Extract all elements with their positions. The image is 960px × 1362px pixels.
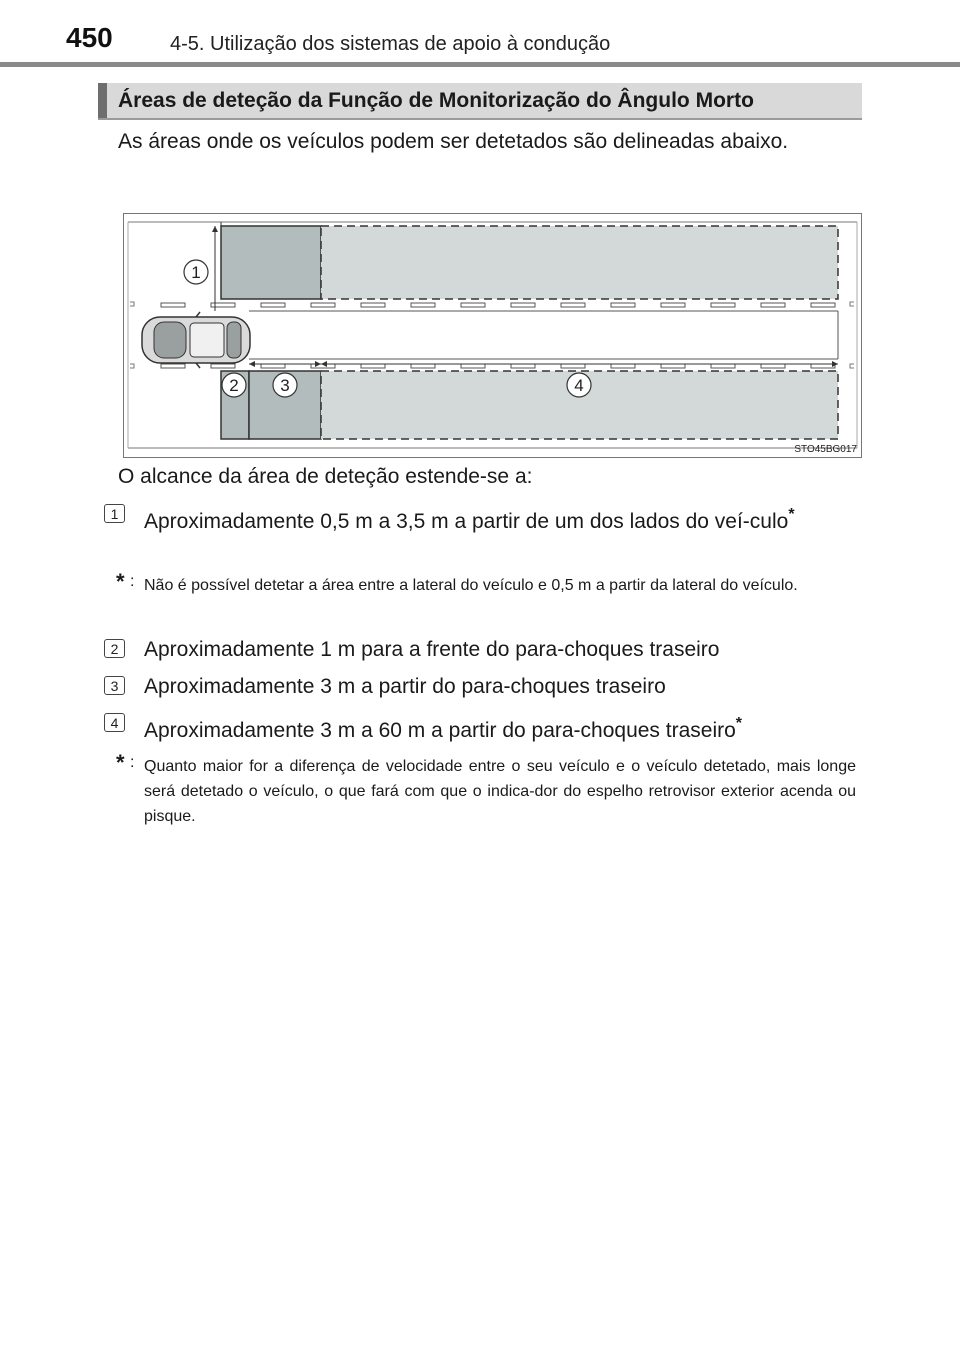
- range-intro: O alcance da área de deteção estende-se a:: [118, 465, 533, 488]
- item-number-box: 4: [104, 713, 125, 732]
- header-rule: [0, 62, 960, 67]
- item-number-box: 1: [104, 504, 125, 523]
- detection-area-diagram: [123, 213, 862, 458]
- footnote-text: Quanto maior for a diferença de velocidade entre o seu veículo e o veículo detetado, mais longe será detetado o veículo, o que fará com que o indica-dor do espelho retrovisor exterior acenda ou pisque.: [144, 758, 856, 825]
- figure-code: STO45BG017: [794, 444, 857, 455]
- item-text: Aproximadamente 3 m a partir do para-choques traseiro: [144, 675, 666, 698]
- svg-text:2: 2: [229, 376, 239, 395]
- item-text: Aproximadamente 0,5 m a 3,5 m a partir de um dos lados do veí-culo*: [144, 506, 795, 533]
- chapter-title: 4-5. Utilização dos sistemas de apoio à condução: [170, 33, 611, 55]
- footnote-star: *: [735, 715, 743, 732]
- lane-markings-upper: [161, 303, 835, 307]
- callout-3: [273, 373, 297, 397]
- item-number-box: 3: [104, 676, 125, 695]
- svg-text:1: 1: [191, 263, 201, 282]
- callout-2: [222, 373, 246, 397]
- item-text: Aproximadamente 3 m a 60 m a partir do para-choques traseiro*: [144, 715, 743, 742]
- footnote-text: Não é possível detetar a área entre a lateral do veículo e 0,5 m a partir da lateral do veículo.: [144, 577, 798, 594]
- section-heading-bar: [98, 83, 862, 120]
- intro-paragraph: As áreas onde os veículos podem ser detetados são delineadas abaixo.: [118, 130, 789, 153]
- zone-1-solid: [221, 226, 321, 299]
- footnote-star: *: [788, 506, 795, 523]
- item-text: Aproximadamente 1 m para a frente do para-choques traseiro: [144, 638, 720, 661]
- svg-text:4: 4: [574, 376, 584, 395]
- footnote-star: *: [116, 750, 125, 775]
- callout-1: [184, 260, 208, 284]
- callout-4: [567, 373, 591, 397]
- page-number: 450: [66, 22, 113, 53]
- detection-area-illustration: [124, 214, 861, 457]
- lane-markings-lower: [161, 364, 835, 368]
- zone-1-extended: [321, 226, 838, 299]
- item-number-box: 2: [104, 639, 125, 658]
- section-title: Áreas de deteção da Função de Monitorização do Ângulo Morto: [118, 89, 754, 112]
- footnote-star: *: [116, 569, 125, 594]
- car-icon: [142, 312, 250, 368]
- svg-text:3: 3: [280, 376, 290, 395]
